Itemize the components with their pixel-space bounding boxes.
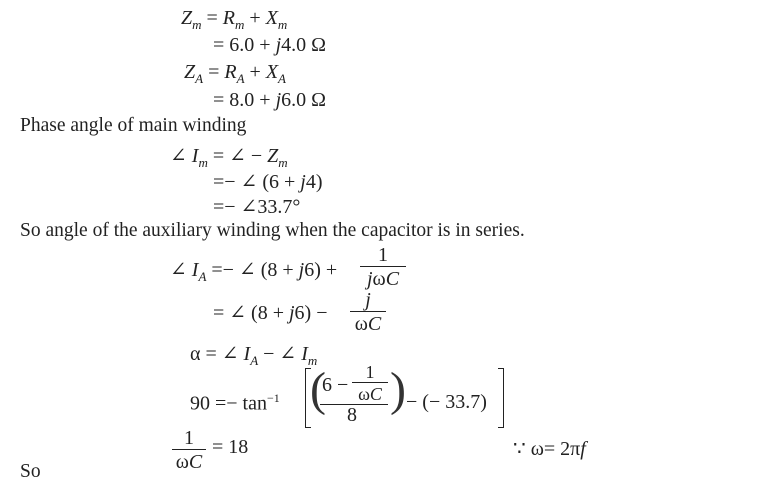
eq-im-2: =− ∠ (6 + j4) [213, 171, 323, 193]
six-minus: 6 − [322, 374, 349, 396]
eq-im-3: =− ∠33.7° [213, 196, 301, 218]
eq-alpha: α = ∠ $I_A$ − ∠ $I_m$ [190, 343, 318, 368]
right-bracket [498, 368, 504, 428]
denominator-eight: 8 [347, 404, 357, 426]
minus-33-7: − (− 33.7) [406, 391, 487, 413]
eq-za-val: = 8.0 + j6.0 Ω [213, 89, 326, 111]
eq-result-value: = 18 [212, 436, 249, 458]
prose-main-winding: Phase angle of main winding [20, 115, 247, 136]
frac-result: $\frac{1}{\omega C}$ [172, 428, 206, 472]
prose-auxiliary-winding: So angle of the auxiliary winding when the capacitor is in series. [20, 220, 525, 241]
eq-zm-def: $Z_m = R_m + X_m$ [181, 7, 288, 32]
eq-im-1: ∠ $I_m$ = ∠ − $Z_m$ [170, 145, 288, 170]
right-paren: ) [390, 363, 406, 416]
frac-1-over-jwc: 1 jωC [360, 245, 406, 289]
left-paren: ( [310, 363, 326, 416]
eq-ninety: $90 =- \tan^{-1}$ [190, 391, 280, 415]
eq-zm-val: = 6.0 + j4.0 Ω [213, 34, 326, 56]
eq-ia-1: ∠ $I_A$ =− ∠ (8 + j6) + [170, 259, 338, 284]
frac-j-over-wc: $\frac{j}{\omega C}$ [350, 290, 386, 334]
eq-ia-2: = ∠ (8 + j6) − [213, 302, 328, 324]
eq-because: ∵ ω= 2πf [513, 438, 586, 460]
frac-1-over-wc-inner: $\frac{1}{\omega C}$ [352, 363, 388, 403]
eq-za-def: $Z_A = R_A + X_A$ [184, 61, 286, 86]
prose-so: So [20, 461, 41, 482]
